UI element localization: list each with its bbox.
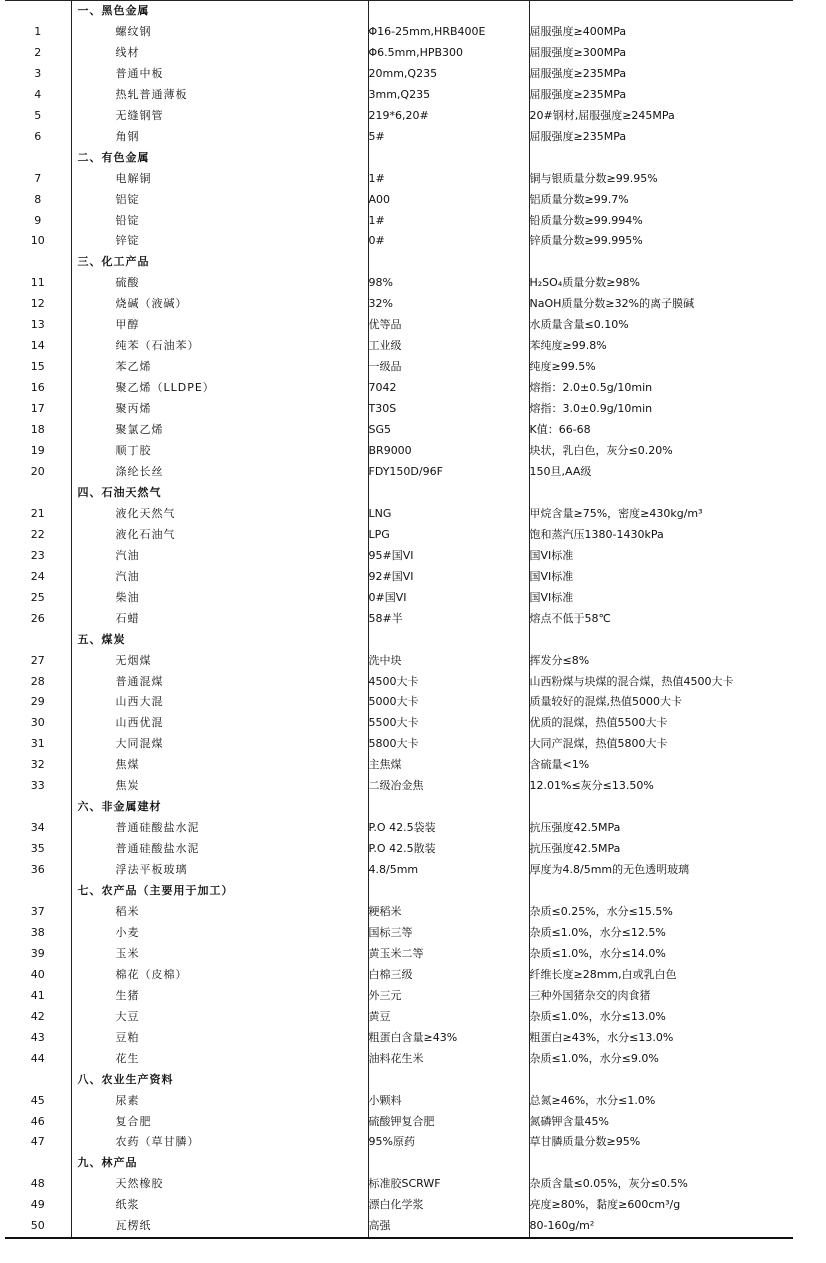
quality-standard: 甲烷含量≥75%，密度≥430kg/m³ [529, 506, 703, 520]
row-number: 26 [30, 611, 45, 625]
row-number: 14 [30, 339, 45, 353]
product-name: 液化石油气 [71, 525, 368, 546]
spec-model: 1# [368, 211, 529, 232]
quality-standard: 20#钢材,屈服强度≥245MPa [529, 108, 675, 122]
product-name: 焦炭 [71, 776, 368, 797]
product-name: 纸浆 [71, 1195, 368, 1216]
product-name: 尿素 [71, 1091, 368, 1112]
spec-model: 3mm,Q235 [368, 85, 529, 106]
table-row [5, 1132, 793, 1153]
row-number: 22 [30, 527, 45, 541]
product-name: 复合肥 [71, 1112, 368, 1133]
product-name: 山西大混 [71, 692, 368, 713]
product-name: 汽油 [71, 567, 368, 588]
commodity-spec-document [5, 0, 793, 1239]
product-name: 聚乙烯（LLDPE） [71, 378, 368, 399]
product-name: 农药（草甘膦） [71, 1132, 368, 1153]
spec-model: 国标三等 [368, 923, 529, 944]
product-name: 无缝钢管 [71, 106, 368, 127]
product-name: 甲醇 [71, 315, 368, 336]
quality-standard-cell [529, 1, 793, 22]
table-row [5, 85, 793, 106]
table-row [5, 1174, 793, 1195]
product-name: 石蜡 [71, 609, 368, 630]
spec-model-cell [368, 797, 529, 818]
table-row [5, 776, 793, 797]
row-number: 32 [30, 758, 45, 772]
quality-standard: 氮磷钾含量45% [529, 1114, 609, 1128]
row-number: 34 [30, 821, 45, 835]
row-number: 13 [30, 318, 45, 332]
row-number: 1 [34, 24, 42, 38]
product-name: 铝锭 [71, 190, 368, 211]
row-number: 8 [34, 192, 42, 206]
quality-standard: 铜与银质量分数≥99.95% [529, 171, 658, 185]
row-number: 2 [34, 45, 42, 59]
spec-model-cell [368, 1070, 529, 1091]
table-row [5, 609, 793, 630]
product-name: 普通混煤 [71, 672, 368, 693]
quality-standard: 国VI标准 [529, 590, 574, 604]
spec-model-cell [368, 148, 529, 169]
quality-standard: 山西粉煤与块煤的混合煤，热值4500大卡 [529, 674, 734, 688]
category-row [5, 630, 793, 651]
spec-model: SG5 [368, 420, 529, 441]
row-number: 48 [30, 1177, 45, 1191]
quality-standard-cell [529, 483, 793, 504]
product-name: 无烟煤 [71, 651, 368, 672]
row-number: 31 [30, 737, 45, 751]
category-row [5, 483, 793, 504]
quality-standard: 饱和蒸汽压1380-1430kPa [529, 527, 664, 541]
category-row [5, 1153, 793, 1174]
spec-model-cell [368, 1, 529, 22]
quality-standard: 杂质≤1.0%，水分≤9.0% [529, 1051, 659, 1065]
category-title: 四、石油天然气 [71, 483, 368, 504]
row-number: 39 [30, 946, 45, 960]
row-number: 5 [34, 108, 42, 122]
table-row [5, 504, 793, 525]
row-number: 25 [30, 590, 45, 604]
product-name: 浮法平板玻璃 [71, 860, 368, 881]
quality-standard: NaOH质量分数≥32%的离子膜碱 [529, 297, 695, 311]
quality-standard: 屈服强度≥300MPa [529, 45, 627, 59]
row-number: 19 [30, 444, 45, 458]
row-number: 36 [30, 863, 45, 877]
quality-standard: 杂质≤0.25%，水分≤15.5% [529, 904, 673, 918]
commodity-spec-table [5, 0, 793, 1239]
spec-model: 5# [368, 127, 529, 148]
row-number: 45 [30, 1093, 45, 1107]
row-number: 21 [30, 506, 45, 520]
row-number: 46 [30, 1114, 45, 1128]
table-row [5, 567, 793, 588]
table-row [5, 965, 793, 986]
product-name: 普通硅酸盐水泥 [71, 839, 368, 860]
table-row [5, 588, 793, 609]
quality-standard: 苯纯度≥99.8% [529, 339, 607, 353]
row-number: 4 [34, 87, 42, 101]
product-name: 聚氯乙烯 [71, 420, 368, 441]
spec-model: FDY150D/96F [368, 462, 529, 483]
row-number: 50 [5, 1216, 71, 1238]
product-name: 普通中板 [71, 64, 368, 85]
table-row [5, 357, 793, 378]
product-name: 焦煤 [71, 755, 368, 776]
product-name: 锌锭 [71, 231, 368, 252]
quality-standard: 纯度≥99.5% [529, 360, 596, 374]
product-name: 玉米 [71, 944, 368, 965]
table-row [5, 692, 793, 713]
quality-standard: 挥发分≤8% [529, 653, 590, 667]
product-name: 纯苯（石油苯） [71, 336, 368, 357]
spec-model: 4500大卡 [368, 672, 529, 693]
spec-model: 0# [368, 231, 529, 252]
table-row [5, 43, 793, 64]
spec-model: Φ6.5mm,HPB300 [368, 43, 529, 64]
quality-standard: 含硫量<1% [529, 758, 590, 772]
product-name: 生猪 [71, 986, 368, 1007]
spec-model: 5500大卡 [368, 713, 529, 734]
quality-standard-cell [529, 252, 793, 273]
spec-model: T30S [368, 399, 529, 420]
quality-standard-cell [529, 148, 793, 169]
table-row [5, 462, 793, 483]
spec-model-cell [368, 1153, 529, 1174]
quality-standard: 熔指：3.0±0.9g/10min [529, 402, 653, 416]
row-number [5, 1153, 71, 1174]
table-row [5, 860, 793, 881]
spec-model: 外三元 [368, 986, 529, 1007]
table-row [5, 1007, 793, 1028]
quality-standard: 三种外国猪杂交的肉食猪 [529, 988, 651, 1002]
spec-model: 5800大卡 [368, 734, 529, 755]
spec-model: A00 [368, 190, 529, 211]
product-name: 热轧普通薄板 [71, 85, 368, 106]
spec-model-cell [368, 630, 529, 651]
spec-model-cell [368, 252, 529, 273]
product-name: 线材 [71, 43, 368, 64]
category-title: 八、农业生产资料 [71, 1070, 368, 1091]
product-name: 小麦 [71, 923, 368, 944]
product-name: 汽油 [71, 546, 368, 567]
table-row [5, 336, 793, 357]
quality-standard: H₂SO₄质量分数≥98% [529, 276, 640, 290]
row-number: 12 [30, 297, 45, 311]
quality-standard: 草甘膦质量分数≥95% [529, 1135, 641, 1149]
spec-model: 洗中块 [368, 651, 529, 672]
spec-model: 32% [368, 294, 529, 315]
spec-model: 主焦煤 [368, 755, 529, 776]
quality-standard: 粗蛋白≥43%，水分≤13.0% [529, 1030, 674, 1044]
spec-model: LNG [368, 504, 529, 525]
product-name: 烧碱（液碱） [71, 294, 368, 315]
product-name: 花生 [71, 1049, 368, 1070]
quality-standard: 熔点不低于58℃ [529, 611, 611, 625]
table-row [5, 986, 793, 1007]
table-row [5, 315, 793, 336]
spec-model: 油料花生米 [368, 1049, 529, 1070]
row-number: 33 [30, 779, 45, 793]
category-row [5, 881, 793, 902]
spec-model: 98% [368, 273, 529, 294]
spec-model: LPG [368, 525, 529, 546]
spec-model: 95#国VI [368, 546, 529, 567]
spec-model: 优等品 [368, 315, 529, 336]
row-number: 15 [30, 360, 45, 374]
row-number: 42 [30, 1009, 45, 1023]
table-row [5, 1028, 793, 1049]
table-row [5, 169, 793, 190]
category-title: 七、农产品（主要用于加工） [71, 881, 368, 902]
quality-standard: 杂质≤1.0%，水分≤12.5% [529, 925, 666, 939]
quality-standard: 铅质量分数≥99.994% [529, 213, 643, 227]
table-row [5, 127, 793, 148]
quality-standard-cell [529, 1070, 793, 1091]
table-row [5, 273, 793, 294]
row-number: 18 [30, 423, 45, 437]
row-number: 44 [30, 1051, 45, 1065]
quality-standard: 抗压强度42.5MPa [529, 842, 621, 856]
table-row [5, 546, 793, 567]
quality-standard: 铝质量分数≥99.7% [529, 192, 629, 206]
table-row [5, 211, 793, 232]
category-row [5, 797, 793, 818]
row-number: 10 [30, 234, 45, 248]
quality-standard: 质量较好的混煤,热值5000大卡 [529, 695, 682, 709]
category-title: 九、林产品 [71, 1153, 368, 1174]
row-number [5, 483, 71, 504]
product-name: 普通硅酸盐水泥 [71, 818, 368, 839]
quality-standard: 150旦,AA级 [529, 464, 592, 478]
product-name: 柴油 [71, 588, 368, 609]
table-row [5, 672, 793, 693]
quality-standard: 大同产混煤，热值5800大卡 [529, 737, 668, 751]
row-number [5, 148, 71, 169]
row-number: 17 [30, 402, 45, 416]
product-name: 大同混煤 [71, 734, 368, 755]
spec-model: 硫酸钾复合肥 [368, 1112, 529, 1133]
spec-model-cell [368, 881, 529, 902]
quality-standard: 杂质≤1.0%，水分≤13.0% [529, 1009, 666, 1023]
quality-standard: 亮度≥80%，黏度≥600cm³/g [529, 1198, 681, 1212]
spec-model: P.O 42.5散装 [368, 839, 529, 860]
row-number: 3 [34, 66, 42, 80]
table-row [5, 734, 793, 755]
quality-standard: 屈服强度≥235MPa [529, 129, 627, 143]
row-number: 23 [30, 548, 45, 562]
table-body [5, 1, 793, 1239]
table-row [5, 755, 793, 776]
table-row [5, 1195, 793, 1216]
spec-model: 4.8/5mm [368, 860, 529, 881]
spec-model: 小颗料 [368, 1091, 529, 1112]
quality-standard: 纤维长度≥28mm,白或乳白色 [529, 967, 677, 981]
quality-standard: 熔指：2.0±0.5g/10min [529, 381, 653, 395]
row-number: 9 [34, 213, 42, 227]
category-title: 六、非金属建材 [71, 797, 368, 818]
row-number: 47 [30, 1135, 45, 1149]
table-row [5, 1049, 793, 1070]
row-number: 24 [30, 569, 45, 583]
spec-model: 5000大卡 [368, 692, 529, 713]
table-row [5, 190, 793, 211]
quality-standard: 优质的混煤，热值5500大卡 [529, 716, 668, 730]
row-number: 7 [34, 171, 42, 185]
product-name: 涤纶长丝 [71, 462, 368, 483]
quality-standard: 块状，乳白色，灰分≤0.20% [529, 444, 673, 458]
spec-model: 粗蛋白含量≥43% [368, 1028, 529, 1049]
table-row [5, 902, 793, 923]
quality-standard: 国VI标准 [529, 569, 574, 583]
quality-standard: 国VI标准 [529, 548, 574, 562]
row-number: 41 [30, 988, 45, 1002]
quality-standard: 屈服强度≥235MPa [529, 87, 627, 101]
row-number [5, 1, 71, 22]
table-row [5, 294, 793, 315]
table-row [5, 420, 793, 441]
product-name: 天然橡胶 [71, 1174, 368, 1195]
spec-model: 黄玉米二等 [368, 944, 529, 965]
quality-standard-cell [529, 1153, 793, 1174]
table-row [5, 713, 793, 734]
table-row [5, 1091, 793, 1112]
quality-standard-cell [529, 630, 793, 651]
row-number: 28 [30, 674, 45, 688]
product-name: 硫酸 [71, 273, 368, 294]
table-row [5, 651, 793, 672]
quality-standard: 厚度为4.8/5mm的无色透明玻璃 [529, 863, 690, 877]
product-name: 电解铜 [71, 169, 368, 190]
row-number [5, 797, 71, 818]
table-row [5, 399, 793, 420]
quality-standard: 屈服强度≥400MPa [529, 24, 627, 38]
category-title: 一、黑色金属 [71, 1, 368, 22]
product-name: 山西优混 [71, 713, 368, 734]
table-row [5, 525, 793, 546]
row-number: 27 [30, 653, 45, 667]
spec-model: 标准胶SCRWF [368, 1174, 529, 1195]
row-number: 16 [30, 381, 45, 395]
category-row [5, 148, 793, 169]
product-name: 聚丙烯 [71, 399, 368, 420]
category-title: 五、煤炭 [71, 630, 368, 651]
row-number: 20 [30, 464, 45, 478]
product-name: 铅锭 [71, 211, 368, 232]
product-name: 稻米 [71, 902, 368, 923]
category-row [5, 1070, 793, 1091]
product-name: 豆粕 [71, 1028, 368, 1049]
row-number: 49 [30, 1198, 45, 1212]
table-row [5, 106, 793, 127]
spec-model: 0#国VI [368, 588, 529, 609]
table-row [5, 378, 793, 399]
product-name: 大豆 [71, 1007, 368, 1028]
row-number: 6 [34, 129, 42, 143]
quality-standard-cell [529, 881, 793, 902]
table-row [5, 1216, 793, 1238]
spec-model: 95%原药 [368, 1132, 529, 1153]
spec-model-cell [368, 483, 529, 504]
spec-model: Φ16-25mm,HRB400E [368, 22, 529, 43]
table-row [5, 818, 793, 839]
row-number [5, 881, 71, 902]
row-number: 29 [30, 695, 45, 709]
spec-model: 58#半 [368, 609, 529, 630]
product-name: 角钢 [71, 127, 368, 148]
row-number: 11 [30, 276, 45, 290]
spec-model: BR9000 [368, 441, 529, 462]
spec-model: 白棉三级 [368, 965, 529, 986]
spec-model: P.O 42.5袋装 [368, 818, 529, 839]
table-row [5, 64, 793, 85]
spec-model: 工业级 [368, 336, 529, 357]
category-title: 三、化工产品 [71, 252, 368, 273]
table-row [5, 231, 793, 252]
product-name: 螺纹钢 [71, 22, 368, 43]
table-row [5, 839, 793, 860]
quality-standard: 抗压强度42.5MPa [529, 821, 621, 835]
spec-model: 1# [368, 169, 529, 190]
spec-model: 7042 [368, 378, 529, 399]
spec-model: 二级冶金焦 [368, 776, 529, 797]
spec-model: 219*6,20# [368, 106, 529, 127]
table-row [5, 22, 793, 43]
spec-model: 黄豆 [368, 1007, 529, 1028]
product-name: 苯乙烯 [71, 357, 368, 378]
category-row [5, 1, 793, 22]
table-row [5, 1112, 793, 1133]
spec-model: 20mm,Q235 [368, 64, 529, 85]
quality-standard: 屈服强度≥235MPa [529, 66, 627, 80]
row-number [5, 252, 71, 273]
row-number: 38 [30, 925, 45, 939]
table-row [5, 944, 793, 965]
quality-standard: K值：66-68 [529, 423, 591, 437]
product-name: 棉花（皮棉） [71, 965, 368, 986]
table-row [5, 441, 793, 462]
spec-model: 一级品 [368, 357, 529, 378]
category-title: 二、有色金属 [71, 148, 368, 169]
product-name: 顺丁胶 [71, 441, 368, 462]
quality-standard: 80-160g/m² [529, 1216, 793, 1238]
row-number: 30 [30, 716, 45, 730]
quality-standard: 12.01%≤灰分≤13.50% [529, 779, 654, 793]
row-number: 37 [30, 904, 45, 918]
quality-standard: 锌质量分数≥99.995% [529, 234, 643, 248]
row-number: 35 [30, 842, 45, 856]
row-number [5, 630, 71, 651]
quality-standard: 杂质含量≤0.05%，灰分≤0.5% [529, 1177, 688, 1191]
spec-model: 粳稻米 [368, 902, 529, 923]
quality-standard: 水质量含量≤0.10% [529, 318, 629, 332]
table-row [5, 923, 793, 944]
quality-standard: 总氮≥46%，水分≤1.0% [529, 1093, 656, 1107]
row-number: 40 [30, 967, 45, 981]
row-number: 43 [30, 1030, 45, 1044]
spec-model: 漂白化学浆 [368, 1195, 529, 1216]
category-row [5, 252, 793, 273]
product-name: 瓦楞纸 [71, 1216, 368, 1238]
quality-standard-cell [529, 797, 793, 818]
product-name: 液化天然气 [71, 504, 368, 525]
quality-standard: 杂质≤1.0%，水分≤14.0% [529, 946, 666, 960]
spec-model: 高强 [368, 1216, 529, 1238]
row-number [5, 1070, 71, 1091]
spec-model: 92#国VI [368, 567, 529, 588]
